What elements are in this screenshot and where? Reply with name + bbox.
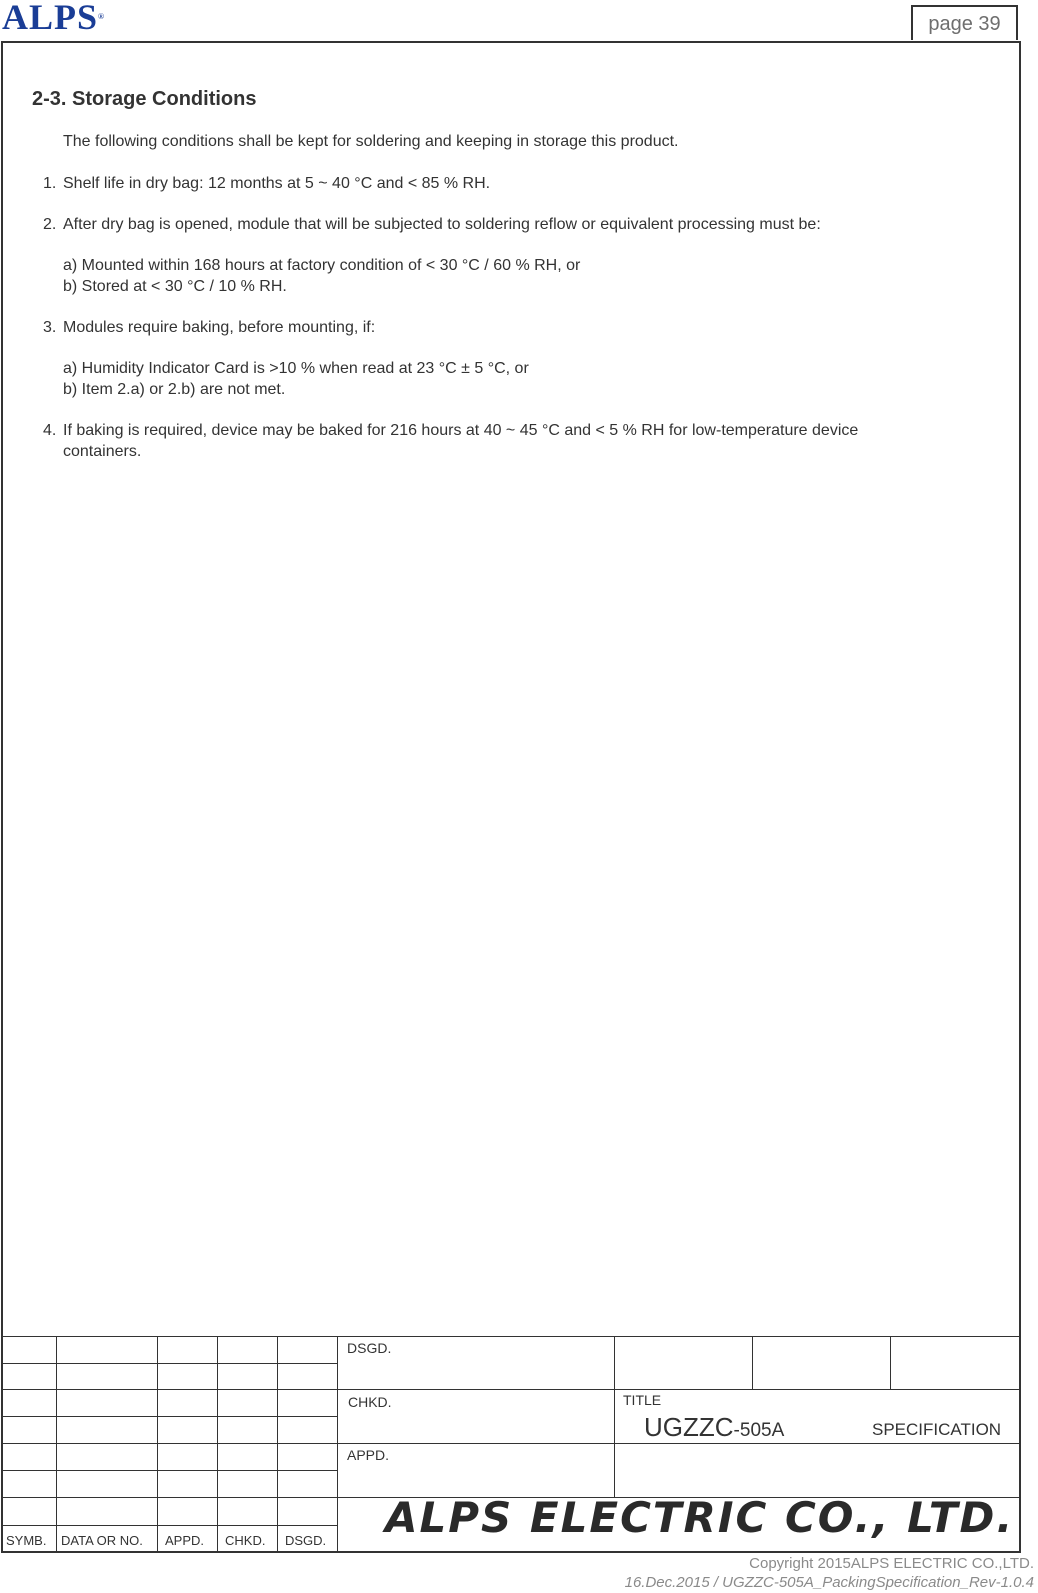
grid-line (56, 1336, 57, 1553)
header-appd: APPD. (165, 1533, 205, 1548)
header-data-or-no: DATA OR NO. (61, 1533, 143, 1548)
title-label: TITLE (623, 1392, 662, 1408)
grid-line (157, 1336, 158, 1553)
grid-line (1, 1363, 337, 1364)
grid-line (337, 1336, 338, 1553)
list-item: Shelf life in dry bag: 12 months at 5 ~ 40 °C and < 85 % RH. (63, 175, 491, 192)
title-block (1, 1336, 1021, 1553)
chkd-label: CHKD. (348, 1394, 392, 1410)
list-item: After dry bag is opened, module that will be subjected to soldering reflow or equivalent processing must be: (63, 216, 821, 233)
grid-line (1, 1470, 337, 1471)
list-item-continuation: containers. (63, 443, 142, 460)
header-dsgd: DSGD. (285, 1533, 327, 1548)
list-item: Modules require baking, before mounting, if: (63, 319, 376, 336)
intro-text: The following conditions shall be kept for soldering and keeping in storage this product. (63, 133, 679, 150)
grid-line (1, 1416, 337, 1417)
grid-line (1, 1389, 1021, 1390)
appd-label: APPD. (347, 1447, 390, 1463)
sub-item: b) Stored at < 30 °C / 10 % RH. (63, 278, 287, 295)
title-block-border (1, 1336, 1021, 1337)
document-reference: 16.Dec.2015 / UGZZC-505A_PackingSpecification_Rev-1.0.4 (624, 1574, 1034, 1591)
document-type: SPECIFICATION (872, 1420, 1002, 1439)
grid-line (1, 1525, 337, 1526)
model-number: UGZZC-505A (644, 1412, 785, 1442)
sub-item: a) Mounted within 168 hours at factory condition of < 30 °C / 60 % RH, or (63, 257, 581, 274)
item-number: 2. (43, 216, 57, 233)
item-number: 4. (43, 422, 57, 439)
page-number: page 39 (911, 5, 1018, 40)
grid-line (1, 1443, 1021, 1444)
company-name: ALPS ELECTRIC CO., LTD. (385, 1493, 1015, 1542)
grid-line (890, 1336, 891, 1389)
header-chkd: CHKD. (225, 1533, 266, 1548)
list-item: If baking is required, device may be baked for 216 hours at 40 ~ 45 °C and < 5 % RH for low-temperature device (63, 422, 859, 439)
grid-line (752, 1336, 753, 1389)
sub-item: b) Item 2.a) or 2.b) are not met. (63, 381, 286, 398)
grid-line (217, 1336, 218, 1553)
item-number: 3. (43, 319, 57, 336)
alps-logo: ALPS® (2, 0, 105, 37)
header-symb: SYMB. (6, 1533, 47, 1548)
grid-line (614, 1336, 615, 1497)
grid-line (277, 1336, 278, 1553)
item-number: 1. (43, 175, 57, 192)
copyright: Copyright 2015ALPS ELECTRIC CO.,LTD. (749, 1555, 1034, 1572)
sub-item: a) Humidity Indicator Card is >10 % when read at 23 °C ± 5 °C, or (63, 360, 529, 377)
dsgd-label: DSGD. (347, 1340, 392, 1356)
section-heading: 2-3. Storage Conditions (32, 88, 257, 110)
